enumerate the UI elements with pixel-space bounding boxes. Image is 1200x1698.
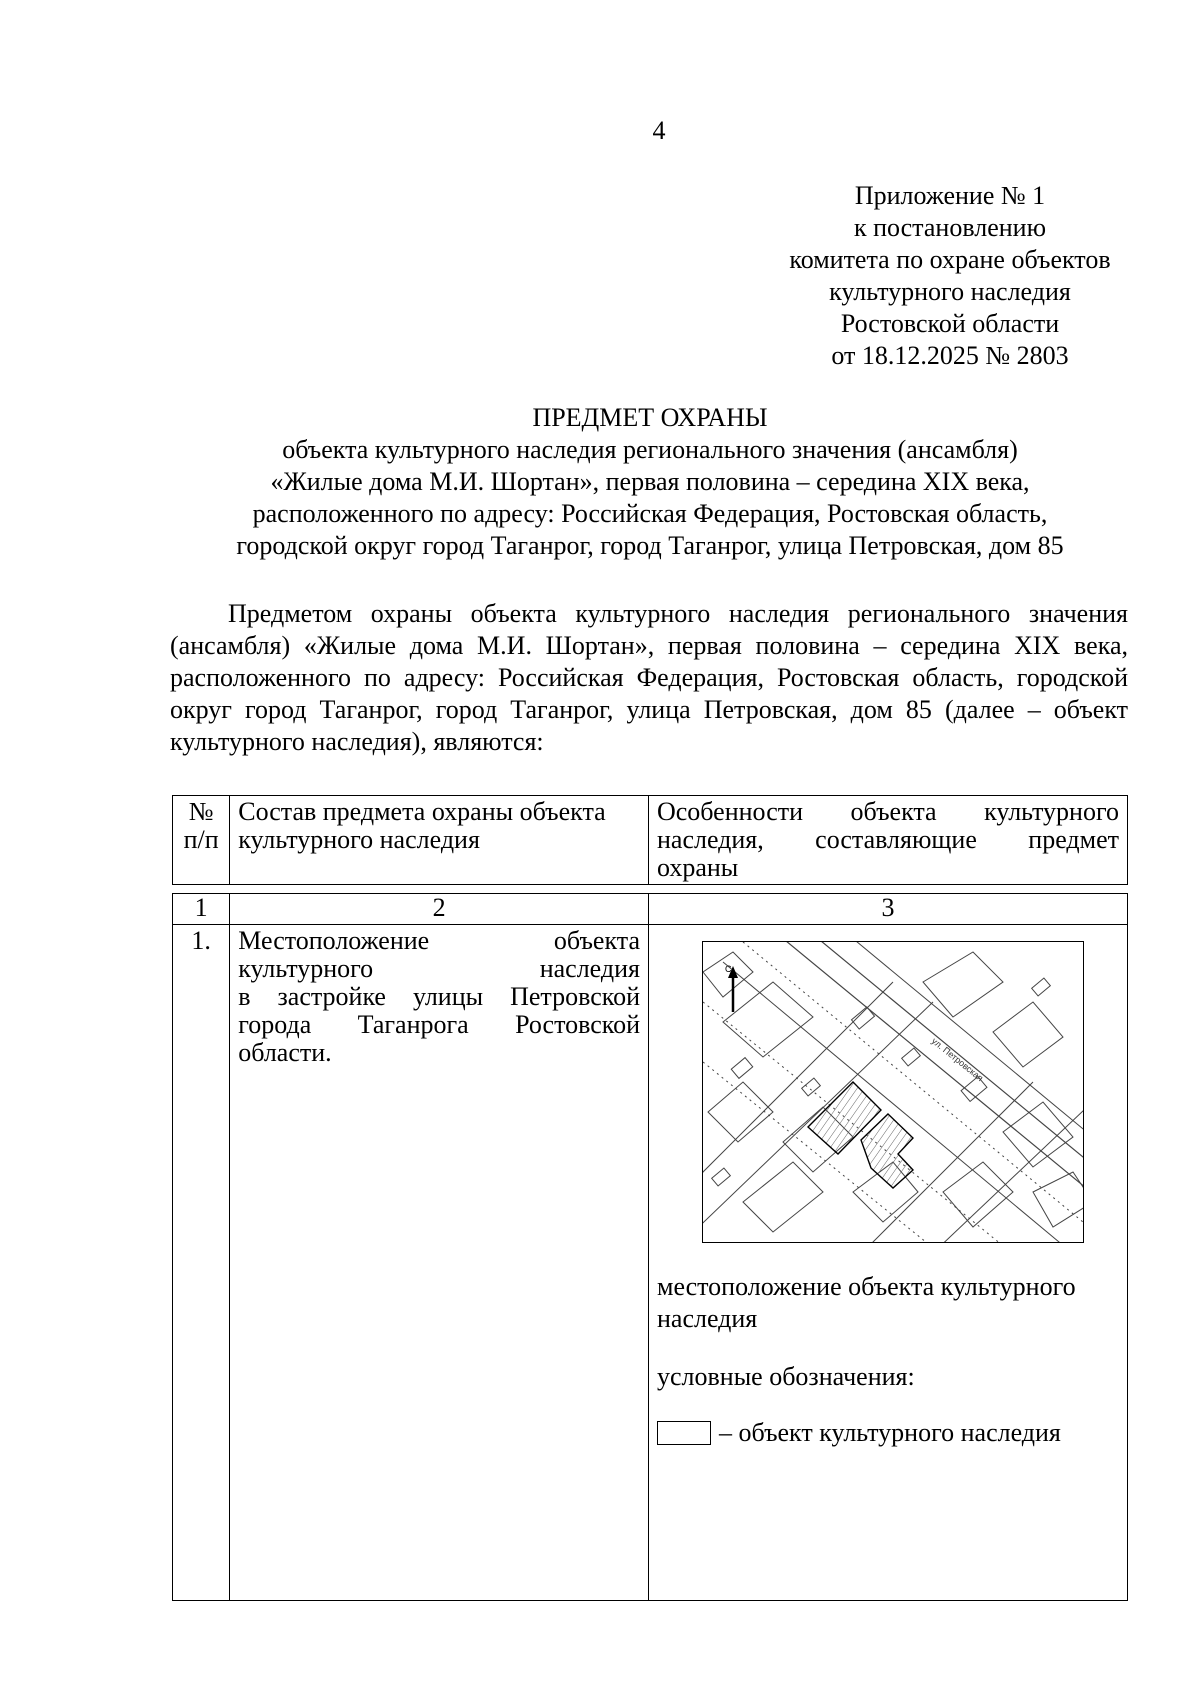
composition-line: города Таганрога Ростовской	[238, 1010, 640, 1039]
appendix-block	[740, 180, 1160, 372]
header-table	[172, 795, 1128, 885]
document-title	[170, 402, 1130, 562]
location-map	[702, 941, 1084, 1243]
map-caption: местоположение объекта культурного наследия	[656, 1272, 1076, 1333]
content-table	[172, 893, 1128, 1601]
row-features	[648, 925, 1127, 1601]
appendix-line: Приложение № 1	[854, 181, 1046, 210]
column-number-row	[173, 894, 1128, 925]
column-number: 3	[648, 894, 1127, 925]
row-number: 1.	[173, 925, 230, 1601]
intro-paragraph	[170, 598, 1128, 758]
header-features-line: Особенности объекта культурного	[656, 797, 1119, 826]
header-number-abbr: п/п	[183, 825, 219, 854]
legend-item	[657, 1419, 1119, 1447]
appendix-line: комитета по охране объектов	[789, 245, 1111, 274]
north-arrow-icon	[725, 964, 738, 1012]
composition-line: в застройке улицы Петровской	[238, 982, 640, 1011]
column-number: 1	[173, 894, 230, 925]
street-label: ул. Петровская	[929, 1035, 986, 1084]
header-composition-cell: Состав предмета охраны объекта культурного наследия	[230, 796, 649, 885]
intro-text: Предметом охраны объекта культурного наследия регионального значения (ансамбля) «Жилые дома М.И. Шортан», первая половина – середина XIX века, расположенного по адресу: Российская Федерация, Ростовская область, городской округ город Таганрог, город Таганрог, улица Петровская, дом 85 (далее – объект культурного наследия), являются:	[170, 599, 1128, 756]
row-composition	[230, 925, 649, 1601]
title-line: расположенного по адресу: Российская Федерация, Ростовская область,	[252, 499, 1048, 528]
composition-line: культурного наследия	[238, 954, 640, 983]
appendix-line: культурного наследия	[829, 277, 1071, 306]
column-number: 2	[230, 894, 649, 925]
title-line: городской округ город Таганрог, город Таганрог, улица Петровская, дом 85	[236, 531, 1064, 560]
legend-title: условные обозначения:	[656, 1362, 915, 1391]
composition-line: Местоположение объекта	[238, 926, 640, 955]
title-line: объекта культурного наследия регионального значения (ансамбля)	[282, 435, 1018, 464]
header-features-line: охраны	[656, 853, 739, 882]
location-map-image	[703, 942, 1083, 1242]
composition-line: области.	[238, 1038, 332, 1067]
title-line: «Жилые дома М.И. Шортан», первая половина – середина XIX века,	[270, 467, 1030, 496]
page-number: 4	[652, 116, 666, 145]
title-heading: ПРЕДМЕТ ОХРАНЫ	[532, 403, 768, 432]
legend-rectangle-icon	[657, 1421, 711, 1445]
header-number-sign: №	[188, 797, 214, 826]
legend-label: – объект культурного наследия	[718, 1418, 1061, 1447]
header-features-cell	[648, 796, 1127, 885]
header-number-cell	[173, 796, 230, 885]
appendix-line: от 18.12.2025 № 2803	[831, 341, 1069, 370]
header-features-line: наследия, составляющие предмет	[656, 825, 1119, 854]
north-label: С	[724, 964, 732, 974]
appendix-line: Ростовской области	[840, 309, 1060, 338]
table-row	[173, 925, 1128, 1601]
appendix-line: к постановлению	[853, 213, 1047, 242]
